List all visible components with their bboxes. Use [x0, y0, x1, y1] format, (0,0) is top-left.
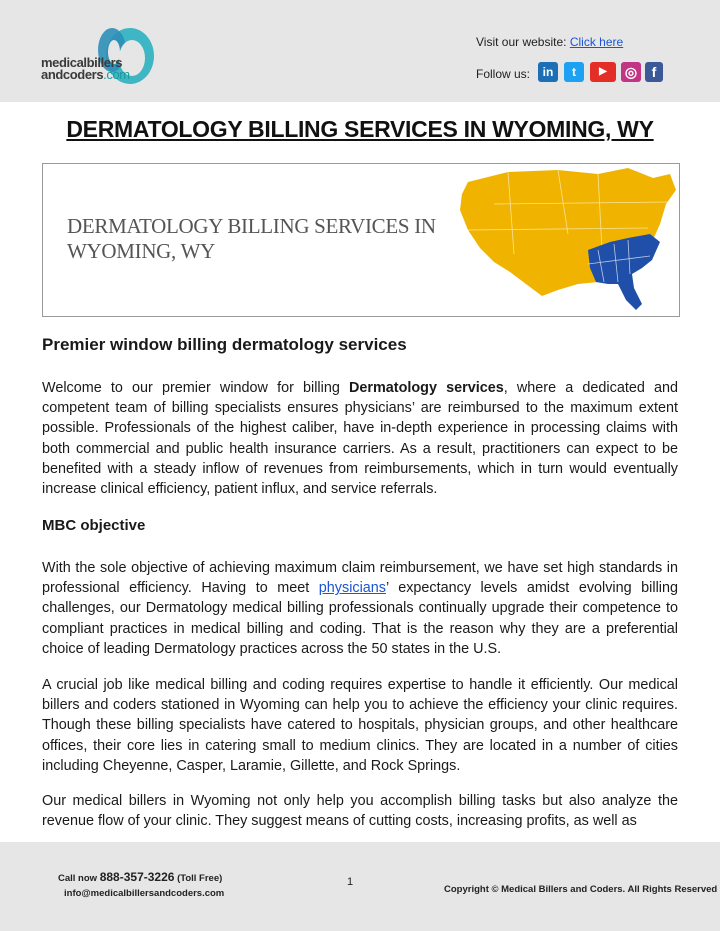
physicians-link[interactable]: physicians	[318, 580, 386, 597]
section-heading: MBC objective	[42, 517, 146, 534]
banner-line2: WYOMING, WY	[67, 239, 215, 263]
contact-email[interactable]: info@medicalbillersandcoders.com	[64, 888, 225, 899]
logo-suffix: .com	[103, 67, 130, 82]
youtube-icon[interactable]: ▶	[590, 62, 616, 82]
twitter-icon[interactable]: t	[564, 62, 584, 82]
call-now: Call now 888-357-3226 (Toll Free)	[58, 870, 223, 884]
paragraph-objective: With the sole objective of achieving maximum claim reimbursement, we have set high standards in professional efficiency. Having to meet physicians’ expectancy levels amidst evolving billing challenges, our Dermatology medical billing professionals continually upgrade their competence to compliant practices in medical billing and coding. That is the reason why they are a preferential choice of leading Dermatology practices across the 50 states in the U.S.	[42, 560, 678, 657]
page-title: DERMATOLOGY BILLING SERVICES IN WYOMING, WY	[66, 116, 654, 142]
us-map-illustration	[438, 164, 678, 316]
logo-line2: andcoders	[41, 67, 104, 82]
banner-heading	[67, 214, 447, 264]
page-footer	[0, 842, 720, 931]
phone-number[interactable]: 888-357-3226	[99, 870, 175, 884]
paragraph-wyoming: A crucial job like medical billing and coding requires expertise to handle it efficiently. Our medical billers and coders stationed in Wyoming can help you to achieve the efficiency your clinic requires. Though these billing specialists have catered to hospitals, physician groups, and other healthcare offices, their core lies in catering small to medium clinics. They are located in a number of cities including Cheyenne, Casper, Laramie, Gillette, and Rock Springs.	[42, 677, 678, 774]
follow-label: Follow us:	[476, 67, 531, 81]
page-header	[0, 0, 720, 102]
hero-banner	[42, 163, 680, 317]
banner-line1: DERMATOLOGY BILLING SERVICES IN	[67, 214, 436, 238]
logo-text	[41, 57, 130, 81]
instagram-icon[interactable]: ◎	[621, 62, 641, 82]
facebook-icon[interactable]: f	[645, 62, 663, 82]
paragraph-welcome: Welcome to our premier window for billing Dermatology services, where a dedicated and competent team of billing specialists ensures physicians’ are reimbursed to the maximum extent possible. Professionals of the highest caliber, have in-depth experience in processing claims with both commercial and public health insurance carriers. As a result, practitioners can expect to be benefited with a steady inflow of revenues from reimbursements, which in turn would eventually increase clinical efficiency, patient influx, and service referrals.	[42, 380, 679, 498]
section-heading: Premier window billing dermatology services	[42, 335, 407, 354]
linkedin-icon[interactable]: in	[538, 62, 558, 82]
section-objective	[42, 517, 678, 534]
page-number: 1	[347, 876, 354, 888]
bold-term: Dermatology services	[349, 380, 504, 396]
paragraph-revenue: Our medical billers in Wyoming not only help you accomplish billing tasks but also analyze the revenue flow of your clinic. They suggest means of cutting costs, increasing profits, as well as	[42, 793, 678, 830]
visit-link[interactable]: Click here	[569, 35, 624, 49]
visit-label: Visit our website:	[476, 35, 567, 49]
copyright: Copyright © Medical Billers and Coders. All Rights Reserved	[444, 884, 718, 895]
logo-line1: medicalbillers	[41, 55, 123, 70]
section-premier	[42, 335, 678, 355]
visit-website	[476, 35, 623, 49]
